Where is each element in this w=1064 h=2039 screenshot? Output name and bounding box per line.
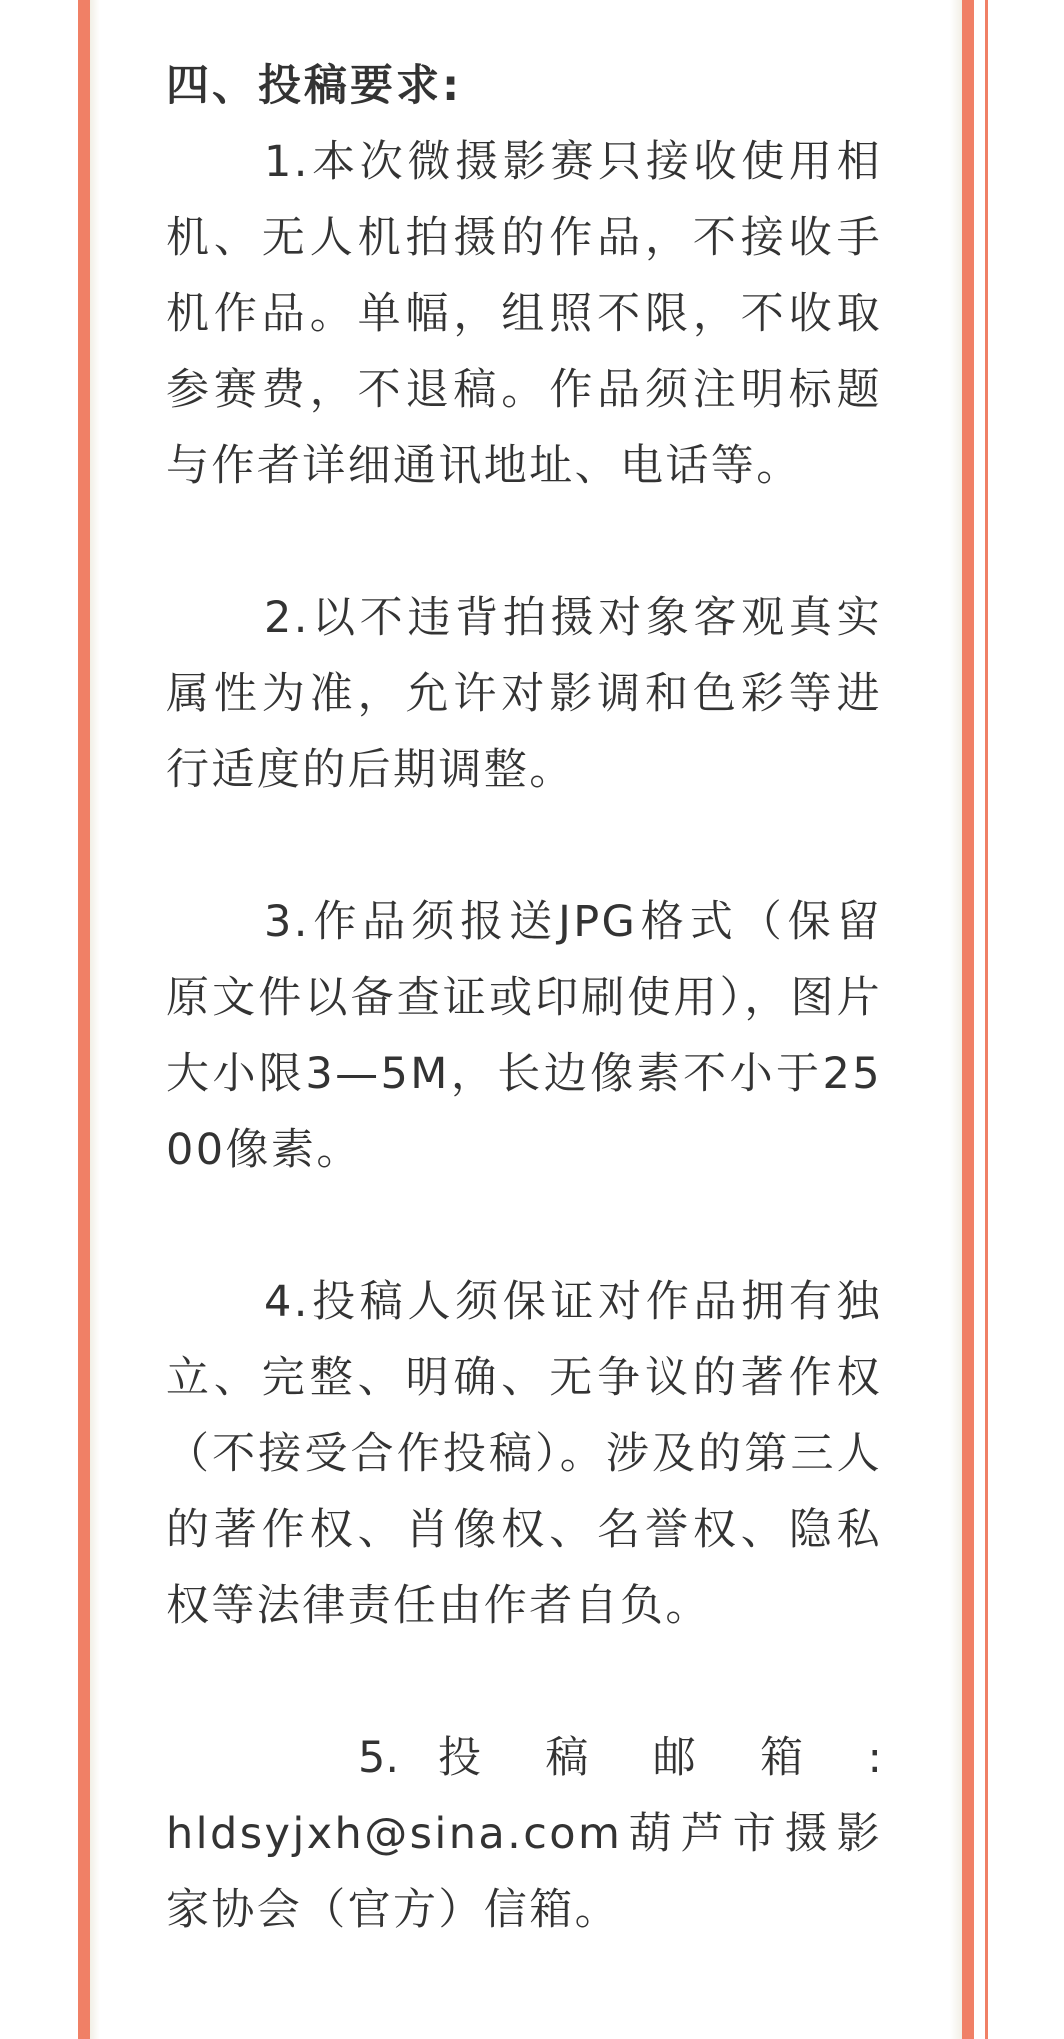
requirement-paragraph-4: 4.投稿人须保证对作品拥有独立、完整、明确、无争议的著作权（不接受合作投稿）。涉及的第三人的著作权、肖像权、名誉权、隐私权等法律责任由作者自负。 [166,1277,882,1631]
requirement-paragraph-2: 2.以不违背拍摄对象客观真实属性为准，允许对影调和色彩等进行适度的后期调整。 [166,593,882,795]
paragraph-spacer [166,1644,882,1720]
paragraph-spacer [166,808,882,884]
requirement-paragraph-1: 1.本次微摄影赛只接收使用相机、无人机拍摄的作品，不接收手机作品。单幅，组照不限，不收取参赛费，不退稿。作品须注明标题与作者详细通讯地址、电话等。 [166,137,882,491]
right-decorative-rule [962,0,974,2039]
right-thin-rule [985,0,988,2039]
article-body [166,48,882,1948]
section-heading: 四、投稿要求: [166,61,463,111]
left-decorative-rule [78,0,90,2039]
paragraph-spacer [166,504,882,580]
requirement-paragraph-5 [166,1720,882,1948]
paragraph-spacer [166,1188,882,1264]
email-label: 5. 投 稿 邮 箱 : [358,1733,882,1783]
requirement-paragraph-3: 3.作品须报送JPG格式（保留原文件以备查证或印刷使用），图片大小限3—5M，长边像素不小于2500像素。 [166,897,882,1175]
left-rule-shadow [90,0,100,2039]
right-rule-shadow [950,0,962,2039]
email-address-text: hldsyjxh@sina.com葫芦市摄影家协会（官方）信箱。 [166,1809,882,1935]
